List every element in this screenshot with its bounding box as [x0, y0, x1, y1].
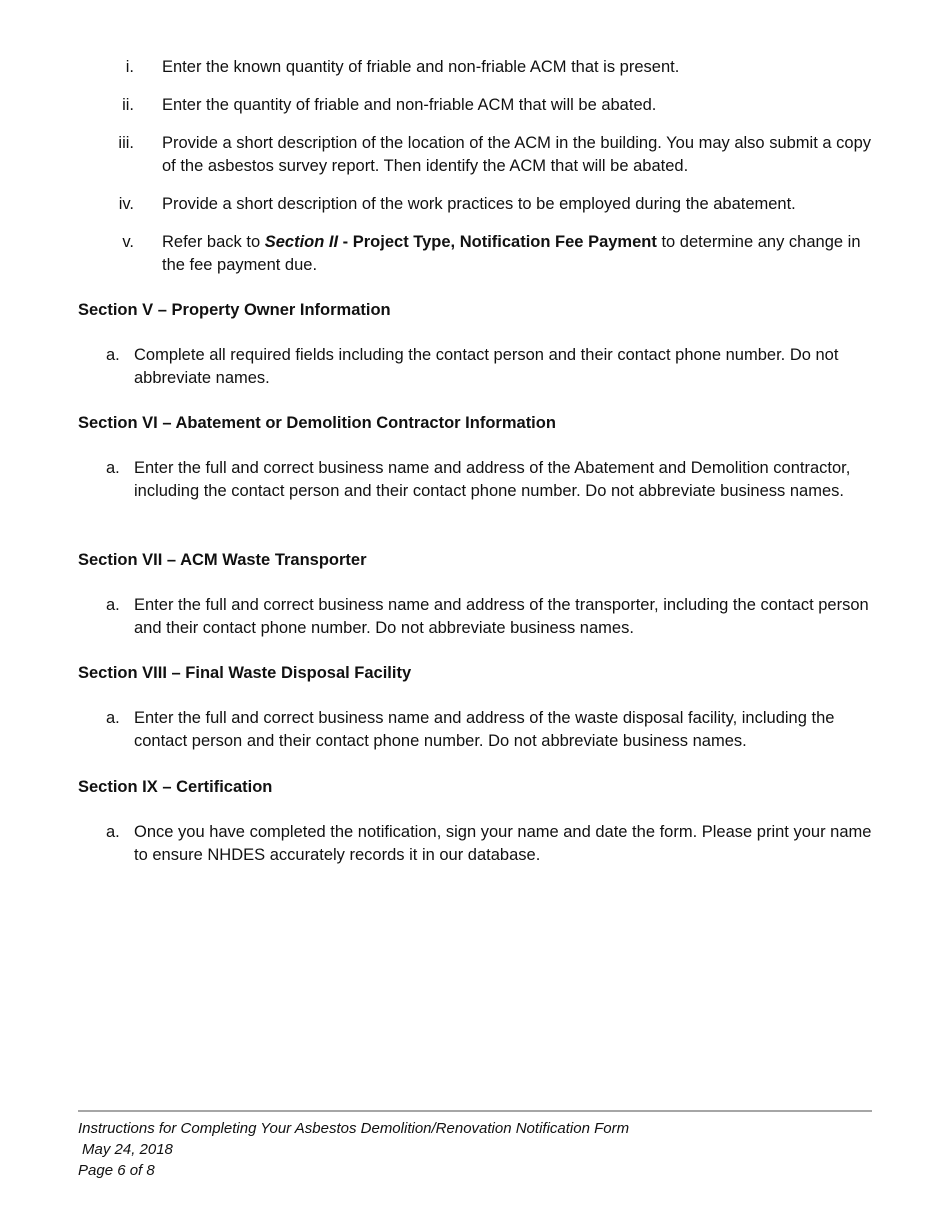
section-certification: [78, 776, 878, 867]
section-heading: Section V – Property Owner Information: [78, 301, 391, 319]
roman-numeral-list: [0, 56, 950, 292]
list-item-text: Provide a short description of the work practices to be employed during the abatement.: [162, 195, 796, 213]
list-item-text: Once you have completed the notification, sign your name and date the form. Please print your name to ensure NHDES accurately records it in our database.: [134, 823, 872, 864]
list-item: [0, 193, 950, 216]
section-heading: Section IX – Certification: [78, 778, 273, 796]
list-item: [78, 594, 878, 640]
list-item-text: Enter the full and correct business name and address of the waste disposal facility, including the contact person and their contact phone number. Do not abbreviate business names.: [134, 709, 835, 750]
list-item-text: Complete all required fields including the contact person and their contact phone number. Do not abbreviate names.: [134, 346, 839, 387]
list-item: [78, 457, 878, 503]
list-item-number: i.: [125, 58, 134, 76]
list-item-text: Enter the full and correct business name and address of the Abatement and Demolition contractor, including the contact person and their contact phone number. Do not abbreviate business names.: [134, 459, 851, 500]
section-waste-transporter: [78, 549, 878, 640]
list-item-text: Provide a short description of the location of the ACM in the building. You may also submit a copy of the asbestos survey report. Then identify the ACM that will be abated.: [162, 134, 871, 175]
section-property-owner: [78, 299, 878, 390]
section-reference: Section II: [264, 233, 339, 251]
list-item-text: [162, 231, 872, 277]
list-item-letter: a.: [106, 709, 120, 727]
footer-title: Instructions for Completing Your Asbestos Demolition/Renovation Notification Form: [78, 1120, 630, 1137]
list-item-number: v.: [122, 233, 134, 251]
section-heading: Section VIII – Final Waste Disposal Facility: [78, 664, 412, 682]
list-item-letter: a.: [106, 346, 120, 364]
list-item-letter: a.: [106, 823, 120, 841]
list-item-letter: a.: [106, 596, 120, 614]
list-item: [0, 132, 950, 178]
list-item: [0, 94, 950, 117]
list-item: [0, 56, 950, 79]
list-item: [78, 344, 878, 390]
footer-page-number: Page 6 of 8: [78, 1162, 155, 1179]
list-item-text: Enter the full and correct business name and address of the transporter, including the contact person and their contact phone number. Do not abbreviate business names.: [134, 596, 869, 637]
list-item-text: Enter the known quantity of friable and non-friable ACM that is present.: [162, 58, 680, 76]
page-footer: [78, 1110, 872, 1181]
list-item-number: iv.: [118, 195, 134, 213]
list-item-letter: a.: [106, 459, 120, 477]
list-item: [78, 821, 878, 867]
list-item-number: ii.: [122, 96, 134, 114]
section-disposal-facility: [78, 662, 878, 753]
section-reference-separator: -: [338, 233, 353, 251]
section-heading: Section VI – Abatement or Demolition Contractor Information: [78, 414, 556, 432]
list-item-number: iii.: [118, 134, 134, 152]
footer-divider: [78, 1110, 872, 1112]
list-item: [0, 231, 950, 277]
section-reference-title: Project Type, Notification Fee Payment: [352, 233, 657, 251]
footer-date: May 24, 2018: [82, 1141, 173, 1158]
list-item-text: Enter the quantity of friable and non-friable ACM that will be abated.: [162, 96, 657, 114]
section-heading: Section VII – ACM Waste Transporter: [78, 551, 367, 569]
list-item-text-before: Refer back to: [162, 233, 265, 251]
section-contractor: [78, 412, 878, 503]
list-item-text-after: to determine any change in the fee payment due.: [162, 233, 861, 274]
list-item: [78, 707, 878, 753]
